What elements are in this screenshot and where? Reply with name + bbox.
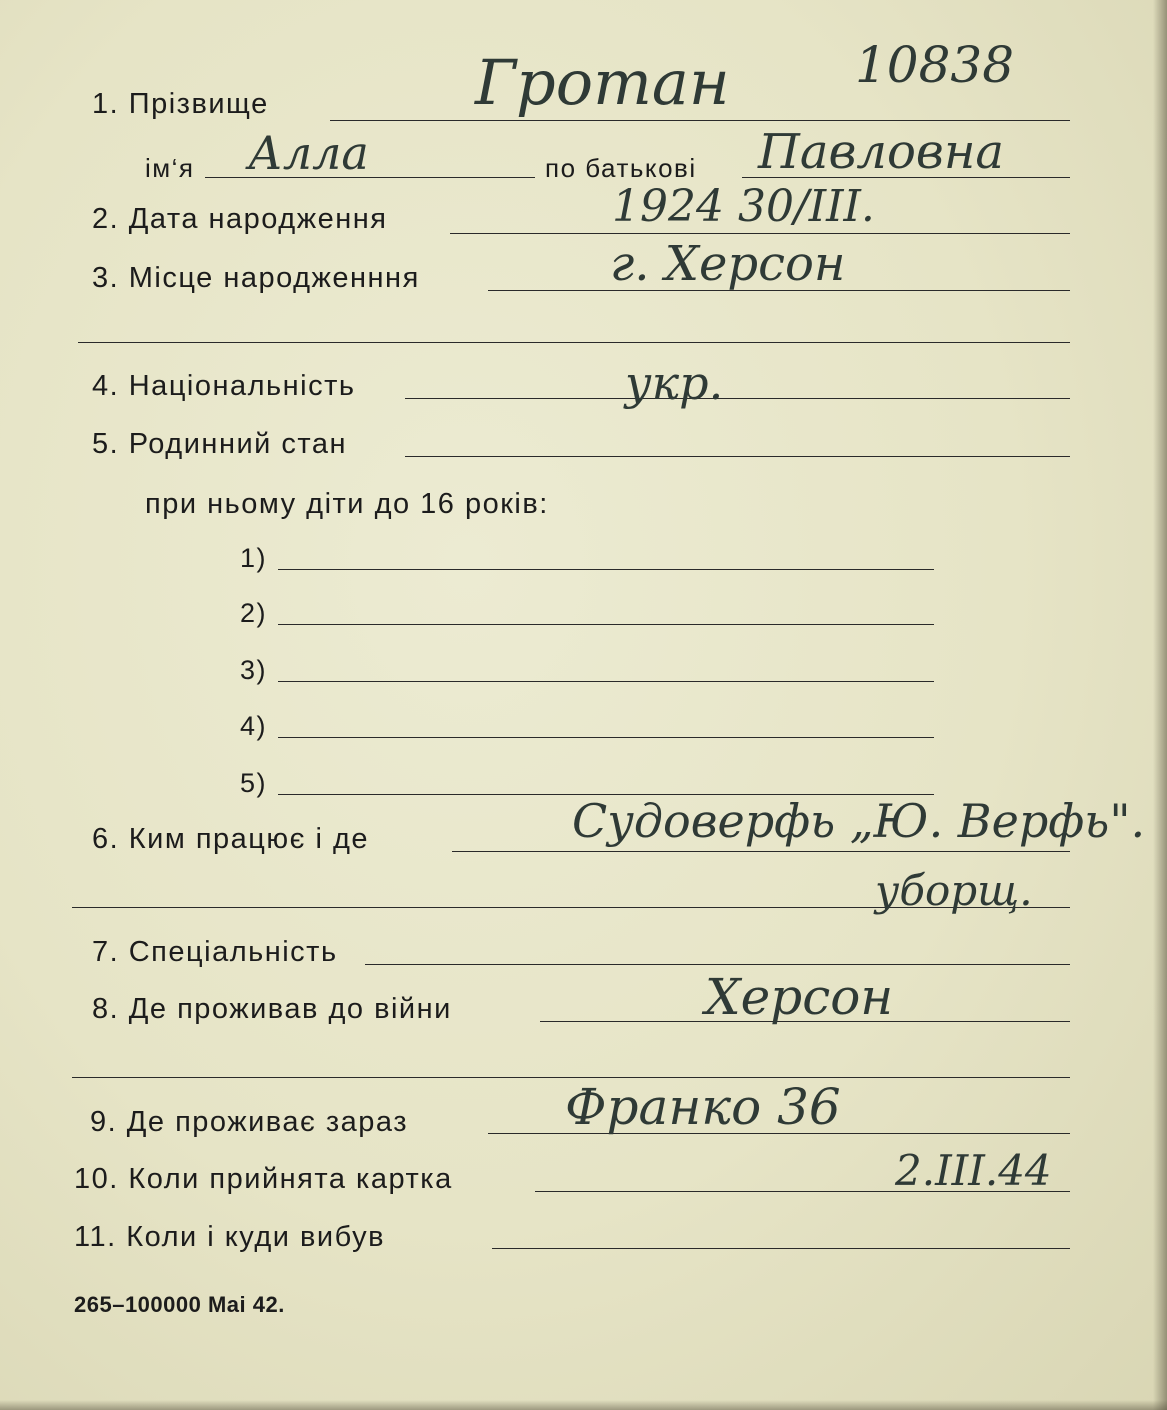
surname-value: Гротан xyxy=(475,46,730,119)
birth-place-label: 3. Місце народженння xyxy=(92,262,420,294)
child-4-line xyxy=(278,737,934,738)
child-5-label: 5) xyxy=(240,768,268,798)
workplace-value-line1: Судоверфь „Ю. Верфь". xyxy=(572,794,1146,848)
specialty-line xyxy=(365,964,1070,965)
children-header: при ньому діти до 16 років: xyxy=(145,488,549,520)
patronymic-label: по батькові xyxy=(545,153,697,183)
paper-edge-right xyxy=(1153,0,1167,1410)
surname-line xyxy=(330,120,1070,121)
marital-status-label: 5. Родинний стан xyxy=(92,428,348,460)
marital-status-line xyxy=(405,456,1070,457)
prewar-residence-label: 8. Де проживав до війни xyxy=(92,993,452,1025)
specialty-label: 7. Спеціальність xyxy=(92,936,338,968)
card-accepted-label: 10. Коли прийнята картка xyxy=(74,1163,453,1195)
departure-line xyxy=(492,1248,1070,1249)
prewar-residence-value: Херсон xyxy=(705,968,894,1026)
current-residence-value: Франко 36 xyxy=(565,1078,841,1136)
birth-place-value: г. Херсон xyxy=(610,236,846,292)
child-1-line xyxy=(278,569,934,570)
workplace-value-line2: уборщ. xyxy=(875,866,1033,915)
print-mark: 265–100000 Mai 42. xyxy=(74,1292,285,1317)
child-3-label: 3) xyxy=(240,655,268,685)
patronymic-value: Павловна xyxy=(758,124,1005,180)
child-3-line xyxy=(278,681,934,682)
birth-place-continuation-line xyxy=(78,342,1070,343)
surname-label: 1. Прізвище xyxy=(92,88,269,120)
child-2-label: 2) xyxy=(240,598,268,628)
name-value: Алла xyxy=(248,126,369,180)
child-2-line xyxy=(278,624,934,625)
name-label: ім‘я xyxy=(145,153,195,183)
nationality-line xyxy=(405,398,1070,399)
card-accepted-value: 2.III.44 xyxy=(895,1146,1052,1195)
birth-date-label: 2. Дата народження xyxy=(92,203,388,235)
paper-edge-bottom xyxy=(0,1400,1167,1410)
workplace-line xyxy=(452,851,1070,852)
child-4-label: 4) xyxy=(240,711,268,741)
nationality-value: укр. xyxy=(625,356,724,410)
departure-label: 11. Коли і куди вибув xyxy=(74,1221,385,1253)
birth-date-line xyxy=(450,233,1070,234)
current-residence-label: 9. Де проживає зараз xyxy=(90,1106,409,1138)
card-number: 10838 xyxy=(855,36,1015,94)
child-1-label: 1) xyxy=(240,543,268,573)
workplace-label: 6. Ким працює і де xyxy=(92,823,370,855)
nationality-label: 4. Національність xyxy=(92,370,356,402)
birth-date-value: 1924 30/III. xyxy=(612,181,875,232)
